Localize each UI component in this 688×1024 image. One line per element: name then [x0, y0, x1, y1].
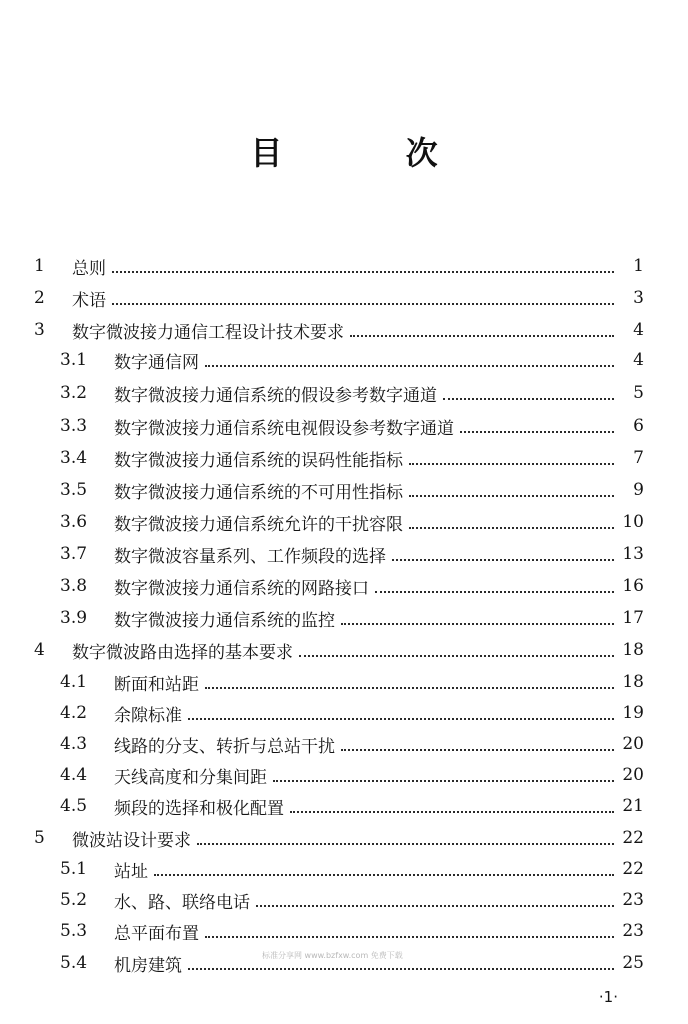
- page-number: 22: [622, 828, 644, 848]
- toc-entry[interactable]: [34, 729, 644, 759]
- section-number: 4: [34, 640, 45, 660]
- toc-entry[interactable]: [34, 507, 644, 537]
- toc-entry[interactable]: [34, 760, 644, 790]
- toc-entry[interactable]: [34, 916, 644, 946]
- toc-entry[interactable]: [34, 854, 644, 884]
- dot-leader: [443, 398, 614, 400]
- toc-entry[interactable]: [34, 603, 644, 633]
- toc-entry[interactable]: [34, 443, 644, 473]
- section-title: 总则: [72, 258, 106, 279]
- page-number: 23: [622, 890, 644, 910]
- section-number: 5.3: [60, 921, 88, 941]
- section-title: 线路的分支、转折与总站干扰: [114, 736, 335, 757]
- page-number: 25: [622, 953, 644, 973]
- dot-leader: [154, 874, 614, 876]
- toc-entry[interactable]: [34, 315, 644, 345]
- section-title: 数字微波接力通信工程设计技术要求: [72, 322, 344, 343]
- section-number: 2: [34, 288, 45, 308]
- section-title: 数字微波接力通信系统的网路接口: [114, 578, 369, 599]
- section-number: 3.7: [60, 544, 88, 564]
- page-number: 20: [622, 734, 644, 754]
- toc-entry[interactable]: [34, 698, 644, 728]
- section-title: 站址: [114, 861, 148, 882]
- section-title: 余隙标准: [114, 705, 182, 726]
- section-title: 术语: [72, 290, 106, 311]
- section-title: 数字微波接力通信系统的不可用性指标: [114, 482, 403, 503]
- toc-entry[interactable]: [34, 791, 644, 821]
- section-title: 微波站设计要求: [72, 830, 191, 851]
- section-number: 5.1: [60, 859, 88, 879]
- page-number: 18: [622, 672, 644, 692]
- section-number: 3: [34, 320, 45, 340]
- page-number: 16: [622, 576, 644, 596]
- toc-entry[interactable]: [34, 539, 644, 569]
- dot-leader: [197, 843, 614, 845]
- toc-entry[interactable]: [34, 667, 644, 697]
- section-number: 5.2: [60, 890, 88, 910]
- dot-leader: [205, 365, 614, 367]
- watermark: 标准分享网 www.bzfxw.com 免费下载: [262, 951, 403, 960]
- page-number: 10: [622, 512, 644, 532]
- dot-leader: [273, 780, 614, 782]
- page-number: 5: [633, 383, 644, 403]
- page-number: 1: [633, 256, 644, 276]
- section-title: 总平面布置: [114, 923, 199, 944]
- section-title: 水、路、联络电话: [114, 892, 250, 913]
- toc-entry[interactable]: [34, 345, 644, 375]
- section-number: 3.1: [60, 350, 88, 370]
- section-number: 4.2: [60, 703, 88, 723]
- section-number: 3.2: [60, 383, 88, 403]
- section-title: 数字微波容量系列、工作频段的选择: [114, 546, 386, 567]
- page-number: 4: [633, 350, 644, 370]
- section-title: 机房建筑: [114, 955, 182, 976]
- section-number: 5: [34, 828, 45, 848]
- section-title: 数字微波接力通信系统的监控: [114, 610, 335, 631]
- page-title: 目 次: [250, 134, 494, 172]
- page-number: 17: [622, 608, 644, 628]
- section-title: 断面和站距: [114, 674, 199, 695]
- dot-leader: [299, 655, 614, 657]
- toc-entry[interactable]: [34, 885, 644, 915]
- section-number: 4.1: [60, 672, 88, 692]
- dot-leader: [341, 623, 614, 625]
- page-number: 6: [633, 416, 644, 436]
- page-number: 18: [622, 640, 644, 660]
- dot-leader: [409, 527, 614, 529]
- page-number: 7: [633, 448, 644, 468]
- dot-leader: [205, 936, 614, 938]
- page-number: 19: [622, 703, 644, 723]
- dot-leader: [375, 591, 614, 593]
- dot-leader: [341, 749, 614, 751]
- dot-leader: [350, 335, 614, 337]
- dot-leader: [205, 687, 614, 689]
- section-number: 1: [34, 256, 45, 276]
- page-number: 23: [622, 921, 644, 941]
- section-number: 4.5: [60, 796, 88, 816]
- toc-entry[interactable]: [34, 378, 644, 408]
- section-number: 3.9: [60, 608, 88, 628]
- page-number: 3: [633, 288, 644, 308]
- toc-entry[interactable]: [34, 571, 644, 601]
- section-number: 3.6: [60, 512, 88, 532]
- toc-entry[interactable]: [34, 251, 644, 281]
- section-number: 4.4: [60, 765, 88, 785]
- section-number: 3.3: [60, 416, 88, 436]
- section-title: 频段的选择和极化配置: [114, 798, 284, 819]
- toc-entry[interactable]: [34, 475, 644, 505]
- section-number: 5.4: [60, 953, 88, 973]
- page-number: 4: [633, 320, 644, 340]
- dot-leader: [409, 463, 614, 465]
- page-number: 20: [622, 765, 644, 785]
- toc-entry[interactable]: [34, 635, 644, 665]
- section-title: 天线高度和分集间距: [114, 767, 267, 788]
- toc-entry[interactable]: [34, 411, 644, 441]
- dot-leader: [256, 905, 614, 907]
- section-title: 数字微波接力通信系统允许的干扰容限: [114, 514, 403, 535]
- page-number: 22: [622, 859, 644, 879]
- page-number: 9: [633, 480, 644, 500]
- section-title: 数字通信网: [114, 352, 199, 373]
- dot-leader: [112, 271, 614, 273]
- dot-leader: [188, 968, 614, 970]
- dot-leader: [290, 811, 614, 813]
- section-number: 3.4: [60, 448, 88, 468]
- toc-entry[interactable]: [34, 283, 644, 313]
- dot-leader: [112, 303, 614, 305]
- section-title: 数字微波接力通信系统的假设参考数字通道: [114, 385, 437, 406]
- dot-leader: [460, 431, 614, 433]
- toc-entry[interactable]: [34, 823, 644, 853]
- dot-leader: [409, 495, 614, 497]
- dot-leader: [188, 718, 614, 720]
- section-number: 3.5: [60, 480, 88, 500]
- section-title: 数字微波接力通信系统电视假设参考数字通道: [114, 418, 454, 439]
- section-title: 数字微波接力通信系统的误码性能指标: [114, 450, 403, 471]
- section-number: 4.3: [60, 734, 88, 754]
- page-number: 13: [622, 544, 644, 564]
- dot-leader: [392, 559, 614, 561]
- page-number: 21: [622, 796, 644, 816]
- section-number: 3.8: [60, 576, 88, 596]
- section-title: 数字微波路由选择的基本要求: [72, 642, 293, 663]
- page-footer: ·1·: [598, 988, 618, 1006]
